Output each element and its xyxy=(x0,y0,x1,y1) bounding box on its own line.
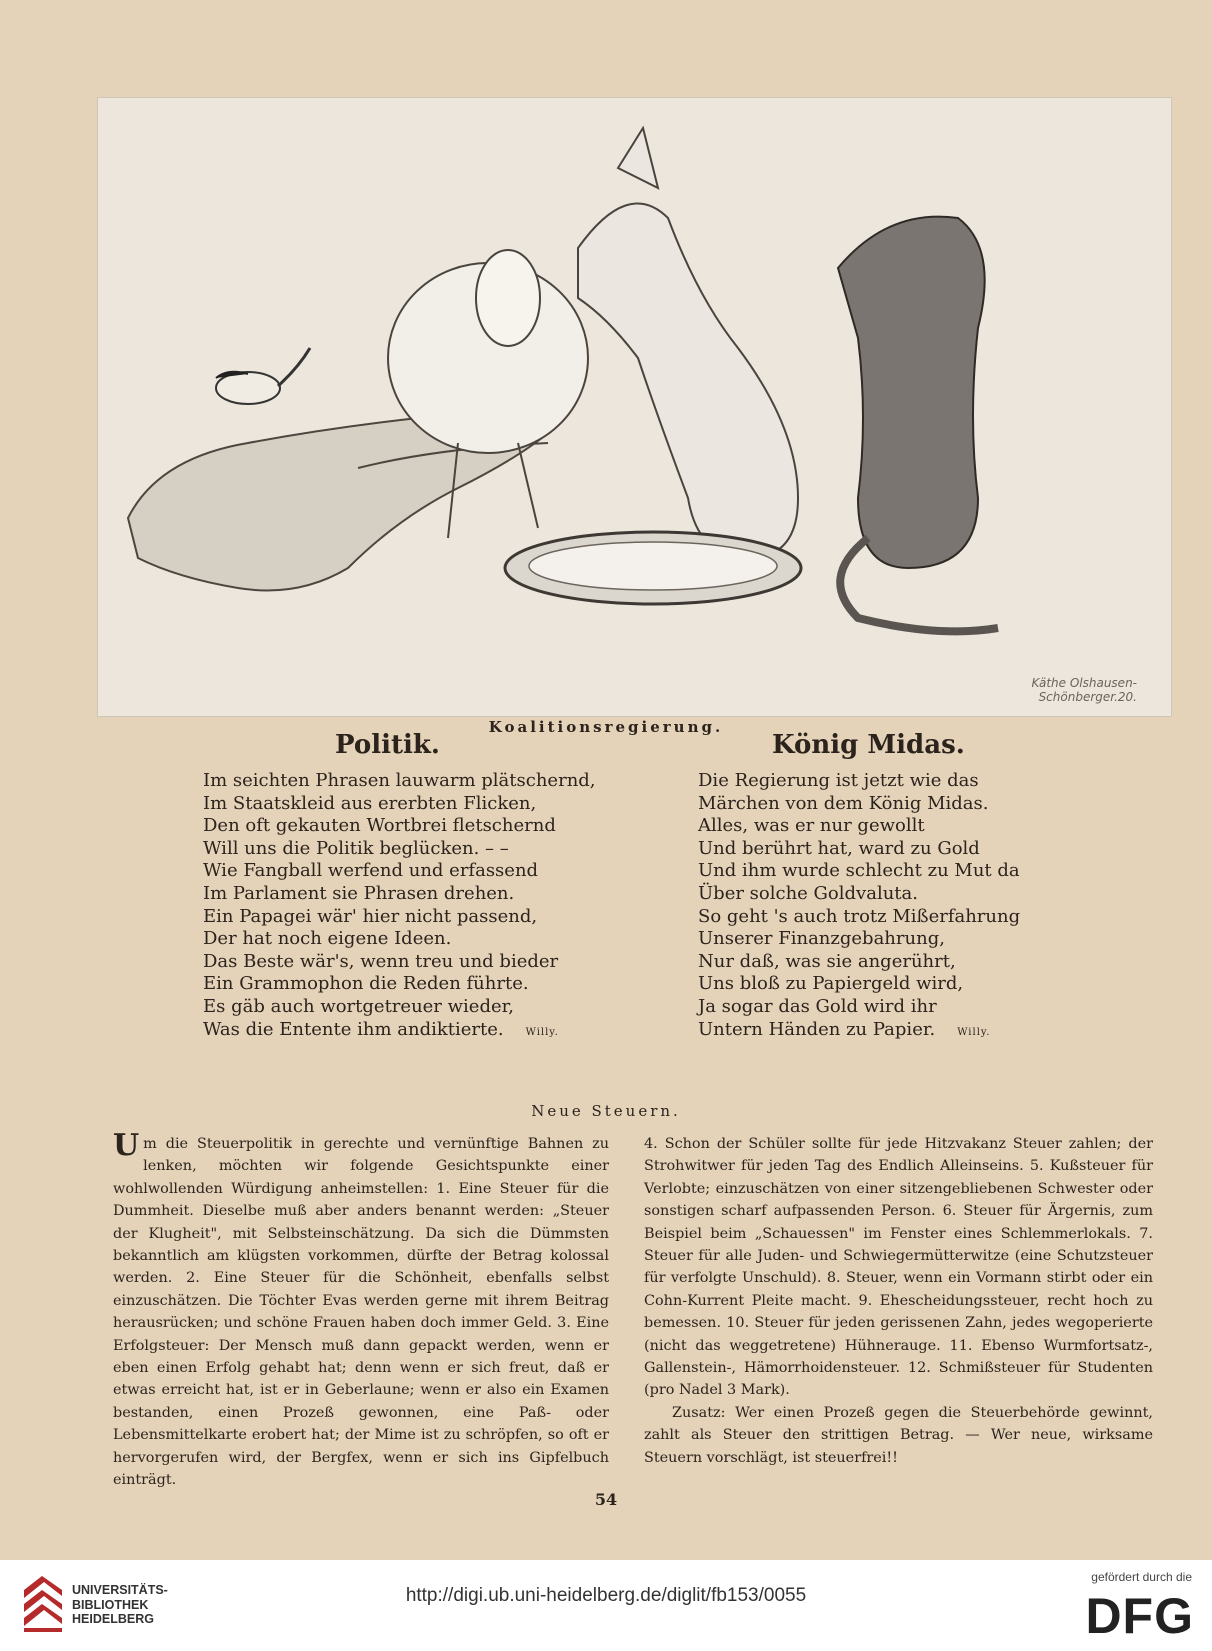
poem-line: Im Parlament sie Phrasen drehen. xyxy=(203,882,515,904)
poem-line xyxy=(203,1019,596,1045)
poem-line: Uns bloß zu Papiergeld wird, xyxy=(698,973,964,995)
poem-line: Und ihm wurde schlecht zu Mut da xyxy=(698,860,1020,882)
signature-line-2: Schönberger.20. xyxy=(1038,690,1137,704)
poem-right xyxy=(698,770,1020,1044)
illustration-coalition xyxy=(97,97,1172,717)
poem-left-author: Willy. xyxy=(525,1026,559,1038)
poem-line: Ja sogar das Gold wird ihr xyxy=(698,995,937,1017)
article-col1-text: m die Steuerpolitik in gerechte und vernünftige Bahnen zu lenken, möchten wir folgende Gesichtspunkte einer wohlwollenden Würdigung anheimstellen: 1. Eine Steuer für die Dummheit. Dieselbe muß aber anders benannt werden: „Steuer der Klugheit", mit Selbsteinschätzung. Da sich die Dümmsten bekanntlich am klügsten vorkommen, dürfte der Betrag kolossal werden. 2. Eine Steuer für die Schönheit, ebenfalls selbst einzuschätzen. Die Töchter Evas werden gerne mit ihrem Beitrag herausrücken; und schöne Frauen haben doch immer Geld. 3. Eine Erfolgsteuer: Der Mensch muß dann gepackt werden, wenn er eben einen Erfolg gehabt hat; denn wenn er sich freut, daß er etwas erreicht hat, ist er in Geberlaune; wenn er also ein Examen bestanden, einen Prozeß gewonnen, eine Paß- oder Lebensmittelkarte erobert hat; der Mime ist zu schröpfen, so oft er hervorgerufen wird, der Bergfex, wenn er sich ins Gipfelbuch einträgt. xyxy=(113,1136,609,1489)
poem-right-author: Willy. xyxy=(957,1026,991,1038)
dropcap: U xyxy=(113,1128,140,1163)
poem-line: Wie Fangball werfend und erfassend xyxy=(203,860,539,882)
illustration-caption: Koalitionsregierung. xyxy=(488,718,724,736)
poem-left xyxy=(203,770,596,1044)
library-name-line-2: BIBLIOTHEK xyxy=(72,1597,149,1612)
poem-line: Will uns die Politik beglücken. – – xyxy=(203,837,509,859)
article-column-2 xyxy=(644,1133,1153,1469)
article-column-1 xyxy=(113,1128,609,1492)
footer-bar xyxy=(0,1560,1212,1651)
poem-line: Es gäb auch wortgetreuer wieder, xyxy=(203,995,514,1017)
article-paragraph: 4. Schon der Schüler sollte für jede Hitzvakanz Steuer zahlen; der Strohwitwer für jeden Tag des Endlich Alleinseins. 5. Kußsteuer für Verlobte; einzuschätzen von einer sitzengebliebenen Schwester oder sonstigen scharf aufpassenden Person. 6. Steuer für Ärgernis, zum Beispiel beim „Schauessen" im Fenster eines Schlemmerlokals. 7. Steuer für alle Juden- und Schwiegermütterwitze (eine Schutzsteuer für verfolgte Unschuld). 8. Steuer, wenn ein Vormann stirbt oder ein Cohn-Kurrent Pleite macht. 9. Ehescheidungssteuer, recht hoch zu bemessen. 10. Steuer für jeden gerissenen Zahn, jedes wegoperierte (nicht das weggetretene) Hühnerauge. 11. Ebenso Wurmfortsatz-, Gallenstein-, Hämorrhoidensteuer. 12. Schmißsteuer für Studenten (pro Nadel 3 Mark). xyxy=(644,1136,1153,1399)
page-number: 54 xyxy=(594,1490,618,1509)
poem-line: Über solche Goldvaluta. xyxy=(698,882,918,904)
artist-signature xyxy=(1032,676,1137,704)
poem-line: Den oft gekauten Wortbrei fletschernd xyxy=(203,815,556,837)
poem-line: Märchen von dem König Midas. xyxy=(698,792,989,814)
poem-line: Ein Papagei wär' hier nicht passend, xyxy=(203,905,538,927)
poem-line: Der hat noch eigene Ideen. xyxy=(203,928,452,950)
poem-line: Das Beste wär's, wenn treu und bieder xyxy=(203,950,559,972)
poem-line-text: Untern Händen zu Papier. xyxy=(698,1018,936,1040)
wolf-figure xyxy=(578,203,798,558)
poem-right-title: König Midas. xyxy=(772,730,965,760)
article-title: Neue Steuern. xyxy=(531,1102,681,1120)
cat-figure xyxy=(838,217,985,568)
article-paragraph xyxy=(113,1128,609,1492)
poem-left-title: Politik. xyxy=(335,730,440,760)
poem-line: Unserer Finanzgebahrung, xyxy=(698,928,945,950)
signature-line-1: Käthe Olshausen- xyxy=(1031,676,1137,690)
article-paragraph: Zusatz: Wer einen Prozeß gegen die Steuerbehörde gewinnt, zahlt als Steuer den strittigen Betrag. — Wer neue, wirksame Steuern vorschlägt, ist steuerfrei!! xyxy=(644,1404,1153,1466)
poem-line: Im Staatskleid aus ererbten Flicken, xyxy=(203,792,537,814)
poem-line: Nur daß, was sie angerührt, xyxy=(698,950,956,972)
poem-line: So geht 's auch trotz Mißerfahrung xyxy=(698,905,1021,927)
library-name-line-1: UNIVERSITÄTS- xyxy=(72,1583,168,1597)
poem-line: Ein Grammophon die Reden führte. xyxy=(203,973,529,995)
poem-line: Im seichten Phrasen lauwarm plätschernd, xyxy=(203,770,596,791)
poem-line: Und berührt hat, ward zu Gold xyxy=(698,837,980,859)
poem-line: Alles, was er nur gewollt xyxy=(698,815,925,837)
funding-label: gefördert durch die xyxy=(1091,1570,1192,1584)
poem-line-text: Was die Entente ihm andiktierte. xyxy=(203,1018,504,1040)
cartoon-drawing xyxy=(98,98,1171,716)
library-name-line-3: HEIDELBERG xyxy=(72,1612,154,1626)
poem-line: Die Regierung ist jetzt wie das xyxy=(698,770,979,791)
poem-line xyxy=(698,1019,1020,1045)
dfg-logo: DFG xyxy=(1085,1588,1194,1644)
permalink-url[interactable]: http://digi.ub.uni-heidelberg.de/diglit/fb153/0055 xyxy=(405,1585,807,1606)
